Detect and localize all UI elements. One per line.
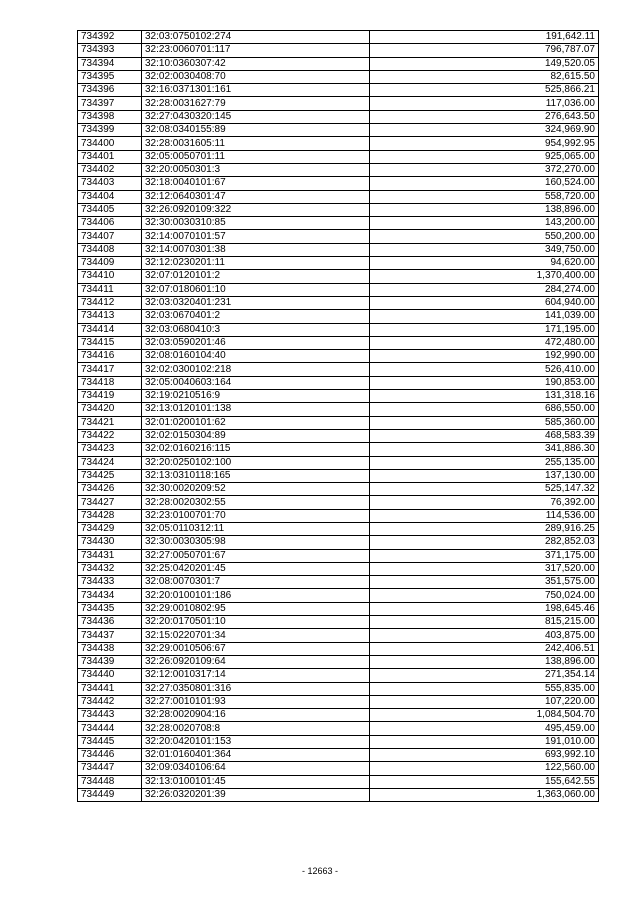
cadastral-number-cell: 32:27:0010101:93 [142, 695, 370, 708]
record-id-cell: 734426 [78, 483, 142, 496]
cadastral-number-cell: 32:14:0070301:38 [142, 243, 370, 256]
record-id-cell: 734436 [78, 616, 142, 629]
amount-cell: 1,084,504.70 [370, 709, 599, 722]
cadastral-number-cell: 32:27:0430320:145 [142, 110, 370, 123]
amount-cell: 341,886.30 [370, 443, 599, 456]
table-row [78, 483, 599, 496]
cadastral-number-cell: 32:20:0170501:10 [142, 616, 370, 629]
table-row [78, 310, 599, 323]
record-id-cell: 734420 [78, 403, 142, 416]
cadastral-number-cell: 32:07:0120101:2 [142, 270, 370, 283]
table-row [78, 443, 599, 456]
table-row [78, 549, 599, 562]
record-id-cell: 734412 [78, 296, 142, 309]
record-id-cell: 734410 [78, 270, 142, 283]
amount-cell: 131,318.16 [370, 390, 599, 403]
cadastral-number-cell: 32:03:0590201:46 [142, 336, 370, 349]
cadastral-number-cell: 32:03:0320401:231 [142, 296, 370, 309]
cadastral-number-cell: 32:05:0050701:11 [142, 150, 370, 163]
amount-cell: 171,195.00 [370, 323, 599, 336]
table-row [78, 642, 599, 655]
table-row [78, 350, 599, 363]
cadastral-number-cell: 32:28:0031627:79 [142, 97, 370, 110]
amount-cell: 143,200.00 [370, 217, 599, 230]
cadastral-number-cell: 32:02:0030408:70 [142, 70, 370, 83]
amount-cell: 289,916.25 [370, 522, 599, 535]
amount-cell: 122,560.00 [370, 762, 599, 775]
table-row [78, 522, 599, 535]
record-id-cell: 734393 [78, 44, 142, 57]
amount-cell: 796,787.07 [370, 44, 599, 57]
amount-cell: 1,370,400.00 [370, 270, 599, 283]
table-row [78, 403, 599, 416]
records-table [77, 30, 599, 802]
record-id-cell: 734434 [78, 589, 142, 602]
amount-cell: 191,010.00 [370, 735, 599, 748]
record-id-cell: 734448 [78, 775, 142, 788]
table-row [78, 562, 599, 575]
cadastral-number-cell: 32:23:0100701:70 [142, 509, 370, 522]
cadastral-number-cell: 32:26:0320201:39 [142, 788, 370, 801]
record-id-cell: 734447 [78, 762, 142, 775]
record-id-cell: 734402 [78, 163, 142, 176]
record-id-cell: 734432 [78, 562, 142, 575]
cadastral-number-cell: 32:29:0010506:67 [142, 642, 370, 655]
amount-cell: 160,524.00 [370, 177, 599, 190]
table-row [78, 695, 599, 708]
record-id-cell: 734409 [78, 257, 142, 270]
amount-cell: 371,175.00 [370, 549, 599, 562]
amount-cell: 472,480.00 [370, 336, 599, 349]
cadastral-number-cell: 32:25:0420201:45 [142, 562, 370, 575]
amount-cell: 604,940.00 [370, 296, 599, 309]
cadastral-number-cell: 32:16:0371301:161 [142, 84, 370, 97]
table-row [78, 602, 599, 615]
table-row [78, 735, 599, 748]
table-row [78, 762, 599, 775]
amount-cell: 82,615.50 [370, 70, 599, 83]
table-row [78, 390, 599, 403]
amount-cell: 141,039.00 [370, 310, 599, 323]
amount-cell: 1,363,060.00 [370, 788, 599, 801]
amount-cell: 525,866.21 [370, 84, 599, 97]
amount-cell: 198,645.46 [370, 602, 599, 615]
amount-cell: 192,990.00 [370, 350, 599, 363]
record-id-cell: 734433 [78, 576, 142, 589]
record-id-cell: 734446 [78, 749, 142, 762]
amount-cell: 107,220.00 [370, 695, 599, 708]
amount-cell: 815,215.00 [370, 616, 599, 629]
amount-cell: 324,969.90 [370, 124, 599, 137]
table-row [78, 243, 599, 256]
record-id-cell: 734422 [78, 429, 142, 442]
amount-cell: 242,406.51 [370, 642, 599, 655]
amount-cell: 585,360.00 [370, 416, 599, 429]
table-row [78, 416, 599, 429]
cadastral-number-cell: 32:30:0030310:85 [142, 217, 370, 230]
cadastral-number-cell: 32:09:0340106:64 [142, 762, 370, 775]
cadastral-number-cell: 32:28:0020904:16 [142, 709, 370, 722]
amount-cell: 558,720.00 [370, 190, 599, 203]
table-row [78, 296, 599, 309]
table-row [78, 722, 599, 735]
record-id-cell: 734425 [78, 469, 142, 482]
cadastral-number-cell: 32:01:0200101:62 [142, 416, 370, 429]
cadastral-number-cell: 32:08:0070301:7 [142, 576, 370, 589]
cadastral-number-cell: 32:28:0020302:55 [142, 496, 370, 509]
amount-cell: 925,065.00 [370, 150, 599, 163]
record-id-cell: 734411 [78, 283, 142, 296]
amount-cell: 271,354.14 [370, 669, 599, 682]
record-id-cell: 734398 [78, 110, 142, 123]
amount-cell: 114,536.00 [370, 509, 599, 522]
amount-cell: 693,992.10 [370, 749, 599, 762]
table-row [78, 616, 599, 629]
table-row [78, 163, 599, 176]
table-row [78, 190, 599, 203]
cadastral-number-cell: 32:08:0160104:40 [142, 350, 370, 363]
record-id-cell: 734421 [78, 416, 142, 429]
record-id-cell: 734419 [78, 390, 142, 403]
cadastral-number-cell: 32:18:0040101:67 [142, 177, 370, 190]
table-row [78, 44, 599, 57]
amount-cell: 284,274.00 [370, 283, 599, 296]
record-id-cell: 734407 [78, 230, 142, 243]
table-row [78, 629, 599, 642]
cadastral-number-cell: 32:27:0350801:316 [142, 682, 370, 695]
cadastral-number-cell: 32:03:0750102:274 [142, 31, 370, 44]
record-id-cell: 734431 [78, 549, 142, 562]
amount-cell: 149,520.05 [370, 57, 599, 70]
cadastral-number-cell: 32:20:0050301:3 [142, 163, 370, 176]
record-id-cell: 734427 [78, 496, 142, 509]
cadastral-number-cell: 32:14:0070101:57 [142, 230, 370, 243]
cadastral-number-cell: 32:29:0010802:95 [142, 602, 370, 615]
amount-cell: 282,852.03 [370, 536, 599, 549]
table-row [78, 217, 599, 230]
record-id-cell: 734435 [78, 602, 142, 615]
amount-cell: 526,410.00 [370, 363, 599, 376]
cadastral-number-cell: 32:28:0031605:11 [142, 137, 370, 150]
cadastral-number-cell: 32:23:0060701:117 [142, 44, 370, 57]
table-row [78, 124, 599, 137]
cadastral-number-cell: 32:03:0670401:2 [142, 310, 370, 323]
cadastral-number-cell: 32:28:0020708:8 [142, 722, 370, 735]
cadastral-number-cell: 32:03:0680410:3 [142, 323, 370, 336]
table-row [78, 97, 599, 110]
table-row [78, 31, 599, 44]
cadastral-number-cell: 32:12:0640301:47 [142, 190, 370, 203]
record-id-cell: 734445 [78, 735, 142, 748]
record-id-cell: 734414 [78, 323, 142, 336]
table-row [78, 110, 599, 123]
cadastral-number-cell: 32:20:0420101:153 [142, 735, 370, 748]
cadastral-number-cell: 32:08:0340155:89 [142, 124, 370, 137]
amount-cell: 138,896.00 [370, 655, 599, 668]
record-id-cell: 734440 [78, 669, 142, 682]
table-row [78, 270, 599, 283]
amount-cell: 351,575.00 [370, 576, 599, 589]
amount-cell: 495,459.00 [370, 722, 599, 735]
amount-cell: 555,835.00 [370, 682, 599, 695]
amount-cell: 155,642.55 [370, 775, 599, 788]
cadastral-number-cell: 32:20:0100101:186 [142, 589, 370, 602]
table-row [78, 429, 599, 442]
record-id-cell: 734406 [78, 217, 142, 230]
table-row [78, 70, 599, 83]
record-id-cell: 734423 [78, 443, 142, 456]
cadastral-number-cell: 32:12:0010317:14 [142, 669, 370, 682]
table-row [78, 336, 599, 349]
record-id-cell: 734429 [78, 522, 142, 535]
record-id-cell: 734400 [78, 137, 142, 150]
amount-cell: 317,520.00 [370, 562, 599, 575]
table-row [78, 257, 599, 270]
table-row [78, 669, 599, 682]
amount-cell: 372,270.00 [370, 163, 599, 176]
table-row [78, 788, 599, 801]
cadastral-number-cell: 32:10:0360307:42 [142, 57, 370, 70]
amount-cell: 76,392.00 [370, 496, 599, 509]
cadastral-number-cell: 32:13:0310118:165 [142, 469, 370, 482]
table-row [78, 775, 599, 788]
cadastral-number-cell: 32:26:0920109:64 [142, 655, 370, 668]
page-number: - 12663 - [301, 866, 339, 876]
records-table-body [78, 31, 599, 802]
amount-cell: 191,642.11 [370, 31, 599, 44]
cadastral-number-cell: 32:15:0220701:34 [142, 629, 370, 642]
table-row [78, 709, 599, 722]
cadastral-number-cell: 32:01:0160401:364 [142, 749, 370, 762]
amount-cell: 403,875.00 [370, 629, 599, 642]
amount-cell: 750,024.00 [370, 589, 599, 602]
table-row [78, 84, 599, 97]
record-id-cell: 734404 [78, 190, 142, 203]
amount-cell: 468,583.39 [370, 429, 599, 442]
amount-cell: 255,135.00 [370, 456, 599, 469]
cadastral-number-cell: 32:27:0050701:67 [142, 549, 370, 562]
record-id-cell: 734415 [78, 336, 142, 349]
cadastral-number-cell: 32:02:0300102:218 [142, 363, 370, 376]
table-row [78, 749, 599, 762]
table-row [78, 57, 599, 70]
record-id-cell: 734424 [78, 456, 142, 469]
record-id-cell: 734418 [78, 376, 142, 389]
table-row [78, 376, 599, 389]
table-row [78, 576, 599, 589]
table-row [78, 203, 599, 216]
record-id-cell: 734449 [78, 788, 142, 801]
record-id-cell: 734438 [78, 642, 142, 655]
table-row [78, 496, 599, 509]
table-row [78, 536, 599, 549]
table-row [78, 682, 599, 695]
record-id-cell: 734416 [78, 350, 142, 363]
record-id-cell: 734430 [78, 536, 142, 549]
table-row [78, 589, 599, 602]
table-row [78, 456, 599, 469]
cadastral-number-cell: 32:02:0150304:89 [142, 429, 370, 442]
cadastral-number-cell: 32:30:0030305:98 [142, 536, 370, 549]
record-id-cell: 734394 [78, 57, 142, 70]
table-row [78, 150, 599, 163]
record-id-cell: 734395 [78, 70, 142, 83]
amount-cell: 276,643.50 [370, 110, 599, 123]
record-id-cell: 734437 [78, 629, 142, 642]
cadastral-number-cell: 32:26:0920109:322 [142, 203, 370, 216]
amount-cell: 349,750.00 [370, 243, 599, 256]
amount-cell: 190,853.00 [370, 376, 599, 389]
cadastral-number-cell: 32:12:0230201:11 [142, 257, 370, 270]
record-id-cell: 734442 [78, 695, 142, 708]
record-id-cell: 734397 [78, 97, 142, 110]
cadastral-number-cell: 32:13:0100101:45 [142, 775, 370, 788]
table-row [78, 230, 599, 243]
table-row [78, 137, 599, 150]
cadastral-number-cell: 32:05:0040603:164 [142, 376, 370, 389]
record-id-cell: 734401 [78, 150, 142, 163]
table-row [78, 323, 599, 336]
table-row [78, 655, 599, 668]
amount-cell: 550,200.00 [370, 230, 599, 243]
record-id-cell: 734405 [78, 203, 142, 216]
record-id-cell: 734417 [78, 363, 142, 376]
amount-cell: 954,992.95 [370, 137, 599, 150]
amount-cell: 117,036.00 [370, 97, 599, 110]
amount-cell: 94,620.00 [370, 257, 599, 270]
table-row [78, 283, 599, 296]
record-id-cell: 734428 [78, 509, 142, 522]
record-id-cell: 734444 [78, 722, 142, 735]
record-id-cell: 734403 [78, 177, 142, 190]
cadastral-number-cell: 32:02:0160216:115 [142, 443, 370, 456]
record-id-cell: 734396 [78, 84, 142, 97]
amount-cell: 686,550.00 [370, 403, 599, 416]
table-row [78, 177, 599, 190]
table-row [78, 363, 599, 376]
amount-cell: 525,147.32 [370, 483, 599, 496]
cadastral-number-cell: 32:20:0250102:100 [142, 456, 370, 469]
record-id-cell: 734408 [78, 243, 142, 256]
record-id-cell: 734443 [78, 709, 142, 722]
record-id-cell: 734413 [78, 310, 142, 323]
cadastral-number-cell: 32:05:0110312:11 [142, 522, 370, 535]
record-id-cell: 734441 [78, 682, 142, 695]
table-row [78, 469, 599, 482]
record-id-cell: 734399 [78, 124, 142, 137]
cadastral-number-cell: 32:30:0020209:52 [142, 483, 370, 496]
amount-cell: 137,130.00 [370, 469, 599, 482]
record-id-cell: 734392 [78, 31, 142, 44]
cadastral-number-cell: 32:07:0180601:10 [142, 283, 370, 296]
table-row [78, 509, 599, 522]
cadastral-number-cell: 32:13:0120101:138 [142, 403, 370, 416]
cadastral-number-cell: 32:19:0210516:9 [142, 390, 370, 403]
record-id-cell: 734439 [78, 655, 142, 668]
amount-cell: 138,896.00 [370, 203, 599, 216]
